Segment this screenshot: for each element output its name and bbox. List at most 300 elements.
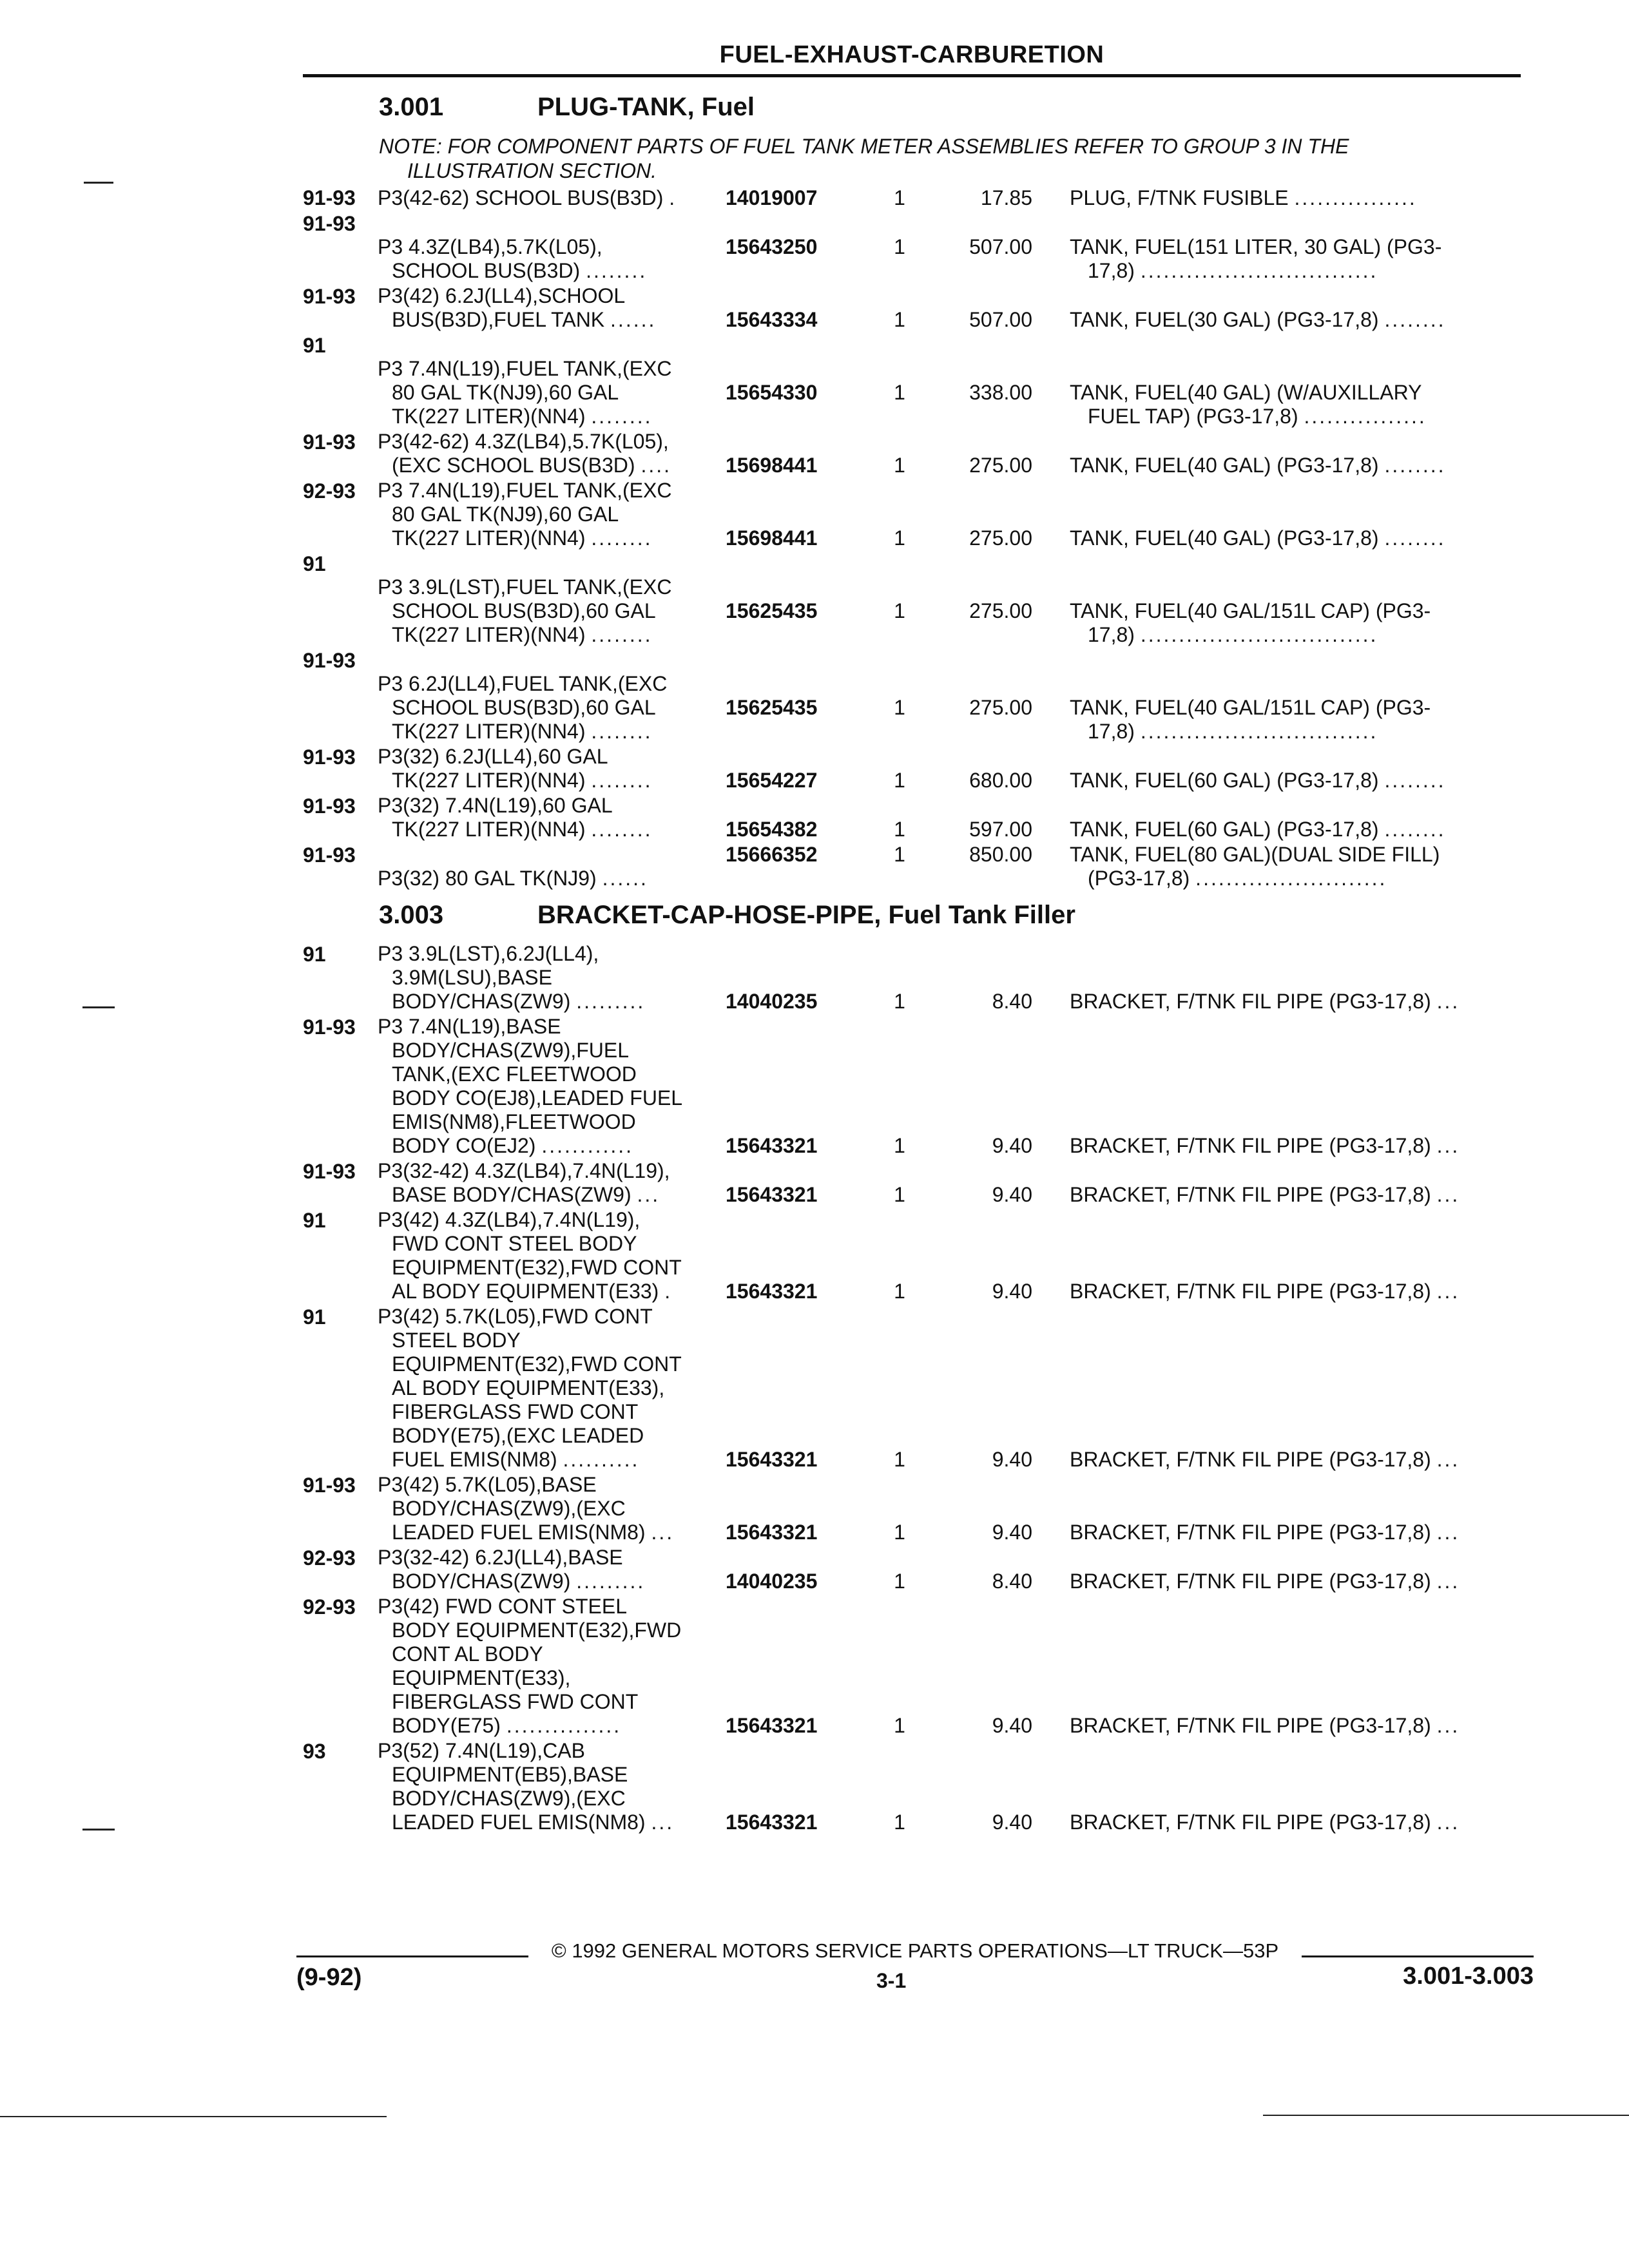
part-row: [303, 479, 1521, 550]
usage-text: TK(227 LITER)(NN4): [392, 526, 586, 550]
part-description: [1070, 1811, 1521, 1834]
usage-line: [378, 1134, 726, 1158]
usage-text: P3 3.9L(LST),FUEL TANK,(EXC: [378, 575, 672, 599]
part-row: [303, 794, 1521, 841]
usage-line: [378, 1595, 726, 1619]
leader-dots: ...: [1436, 1448, 1460, 1471]
usage-text: TANK,(EXC FLEETWOOD: [392, 1062, 637, 1086]
part-number: 15643334: [726, 308, 818, 331]
part-description: [1070, 552, 1521, 647]
description-line: [1070, 186, 1521, 210]
usage-text: BODY(E75): [392, 1714, 501, 1737]
usage-text: P3(32) 80 GAL TK(NJ9): [378, 867, 597, 890]
leader-dots: ........: [591, 818, 653, 841]
description-text: TANK, FUEL(40 GAL/151L CAP) (PG3-: [1070, 696, 1431, 719]
leader-dots: ........: [586, 259, 648, 282]
usage-line: [378, 357, 726, 381]
description-text: TANK, FUEL(80 GAL)(DUAL SIDE FILL): [1070, 843, 1440, 866]
usage-text: P3(52) 7.4N(L19),CAB: [378, 1739, 585, 1762]
model-years: 91-93: [303, 430, 356, 454]
footer-revision-date: (9-92): [296, 1964, 362, 1991]
usage-line: [378, 1690, 726, 1714]
quantity: 1: [894, 1811, 905, 1834]
quantity: 1: [894, 381, 905, 404]
usage-text: P3(32) 6.2J(LL4),60 GAL: [378, 745, 608, 768]
model-years: 91-93: [303, 794, 356, 818]
usage-text: BASE BODY/CHAS(ZW9): [392, 1183, 631, 1206]
usage-line: [378, 1763, 726, 1787]
description-text: BRACKET, F/TNK FIL PIPE (PG3-17,8): [1070, 1570, 1431, 1593]
usage-text: BODY/CHAS(ZW9): [392, 1570, 571, 1593]
usage-description: [378, 672, 726, 744]
usage-description: [378, 1546, 726, 1593]
usage-text: P3(42) 4.3Z(LB4),7.4N(L19),: [378, 1208, 641, 1231]
usage-description: [378, 479, 726, 550]
part-row: [303, 1546, 1521, 1593]
quantity: 1: [894, 1280, 905, 1303]
usage-text: 3.9M(LSU),BASE: [392, 966, 552, 989]
quantity: 1: [894, 1521, 905, 1544]
usage-line: [378, 1305, 726, 1329]
part-number: 15654382: [726, 818, 818, 841]
leader-dots: ...: [637, 1183, 660, 1206]
usage-line: [378, 1787, 726, 1811]
price: 680.00: [969, 769, 1032, 792]
usage-line: [378, 381, 726, 405]
usage-line: [378, 794, 726, 818]
usage-text: P3 6.2J(LL4),FUEL TANK,(EXC: [378, 672, 668, 695]
usage-line: [378, 1015, 726, 1039]
scan-edge-line: [1263, 2115, 1629, 2116]
description-line: [1070, 1280, 1521, 1303]
usage-description: [378, 1208, 726, 1303]
quantity: 1: [894, 1448, 905, 1471]
usage-line: [378, 479, 726, 503]
usage-text: EQUIPMENT(EB5),BASE: [392, 1763, 628, 1786]
part-row: [303, 186, 1521, 210]
usage-line: [378, 1642, 726, 1666]
usage-text: BODY EQUIPMENT(E32),FWD: [392, 1619, 682, 1642]
usage-line: [378, 1424, 726, 1448]
usage-description: [378, 1595, 726, 1738]
part-number: 15643321: [726, 1183, 818, 1206]
margin-mark: [82, 1829, 115, 1831]
model-years: 91-93: [303, 843, 356, 867]
part-description: [1070, 990, 1521, 1014]
model-years: 91-93: [303, 745, 356, 769]
usage-text: BODY/CHAS(ZW9): [392, 990, 571, 1013]
usage-description: [378, 1305, 726, 1472]
usage-line: [378, 1329, 726, 1352]
usage-line: [378, 575, 726, 599]
description-line: [1070, 867, 1521, 890]
section-heading: [303, 93, 1521, 134]
price: 9.40: [992, 1280, 1032, 1303]
leader-dots: .: [664, 1280, 673, 1303]
description-text: 17,8): [1088, 259, 1135, 282]
usage-line: [378, 526, 726, 550]
usage-text: BODY(E75),(EXC LEADED: [392, 1424, 644, 1447]
usage-line: [378, 1546, 726, 1570]
part-number: 15698441: [726, 454, 818, 477]
usage-line: [378, 1256, 726, 1280]
usage-text: FWD CONT STEEL BODY: [392, 1232, 637, 1255]
model-years: 91: [303, 1209, 326, 1232]
usage-text: P3(42-62) SCHOOL BUS(B3D): [378, 186, 664, 209]
usage-line: [378, 1714, 726, 1738]
usage-line: [378, 818, 726, 841]
usage-line: [378, 1232, 726, 1256]
leader-dots: ...: [1436, 1714, 1460, 1737]
usage-description: [378, 235, 726, 283]
part-row: [303, 1739, 1521, 1834]
usage-line: [378, 990, 726, 1014]
usage-description: [378, 1739, 726, 1834]
usage-line: [378, 430, 726, 454]
part-number: 15698441: [726, 526, 818, 550]
quantity: 1: [894, 990, 905, 1013]
part-number: 15643321: [726, 1811, 818, 1834]
description-line: [1070, 696, 1521, 720]
leader-dots: ...: [1436, 1521, 1460, 1544]
quantity: 1: [894, 308, 905, 331]
quantity: 1: [894, 1183, 905, 1206]
part-description: [1070, 818, 1521, 841]
description-line: [1070, 843, 1521, 867]
part-row: [303, 1305, 1521, 1472]
usage-line: [378, 1448, 726, 1472]
leader-dots: ...............................: [1140, 259, 1378, 282]
usage-line: [378, 284, 726, 308]
usage-description: [378, 430, 726, 477]
usage-line: [378, 1208, 726, 1232]
usage-line: [378, 1183, 726, 1207]
usage-text: BODY/CHAS(ZW9),(EXC: [392, 1787, 626, 1810]
usage-text: FIBERGLASS FWD CONT: [392, 1400, 639, 1423]
leader-dots: ...: [1436, 1280, 1460, 1303]
usage-text: 80 GAL TK(NJ9),60 GAL: [392, 503, 619, 526]
leader-dots: ........: [591, 769, 653, 792]
usage-description: [378, 794, 726, 841]
usage-line: [378, 235, 726, 259]
description-text: TANK, FUEL(151 LITER, 30 GAL) (PG3-: [1070, 235, 1442, 258]
price: 338.00: [969, 381, 1032, 404]
model-years: 91-93: [303, 1160, 356, 1183]
part-description: [1070, 308, 1521, 332]
usage-line: [378, 454, 726, 477]
usage-text: P3(42) 6.2J(LL4),SCHOOL: [378, 284, 626, 307]
part-row: [303, 211, 1521, 283]
usage-line: [378, 720, 726, 744]
description-line: [1070, 1183, 1521, 1207]
usage-line: [378, 259, 726, 283]
quantity: 1: [894, 454, 905, 477]
usage-text: LEADED FUEL EMIS(NM8): [392, 1811, 646, 1834]
usage-text: 80 GAL TK(NJ9),60 GAL: [392, 381, 619, 404]
price: 9.40: [992, 1521, 1032, 1544]
description-line: [1070, 1714, 1521, 1738]
footer-page-number: 3-1: [876, 1969, 907, 1992]
part-row: [303, 1159, 1521, 1207]
usage-line: [378, 308, 726, 332]
price: 850.00: [969, 843, 1032, 866]
description-line: [1070, 454, 1521, 477]
leader-dots: .........: [576, 1570, 646, 1593]
description-text: FUEL TAP) (PG3-17,8): [1088, 405, 1298, 428]
usage-text: TK(227 LITER)(NN4): [392, 720, 586, 743]
price: 9.40: [992, 1448, 1032, 1471]
usage-line: [378, 1159, 726, 1183]
leader-dots: ................: [1294, 186, 1417, 209]
usage-line: [378, 405, 726, 428]
usage-description: [378, 1015, 726, 1158]
model-years: 91: [303, 334, 326, 357]
section-gap: [303, 892, 1521, 901]
usage-line: [378, 769, 726, 793]
leader-dots: .........: [576, 990, 646, 1013]
usage-text: BODY/CHAS(ZW9),FUEL: [392, 1039, 630, 1062]
usage-description: [378, 745, 726, 793]
usage-text: BODY/CHAS(ZW9),(EXC: [392, 1497, 626, 1520]
usage-text: SCHOOL BUS(B3D): [392, 259, 581, 282]
quantity: 1: [894, 696, 905, 719]
part-number: 15643321: [726, 1714, 818, 1737]
model-years: 91: [303, 943, 326, 966]
usage-line: [378, 696, 726, 720]
leader-dots: ........: [1384, 769, 1446, 792]
leader-dots: ........: [591, 405, 653, 428]
usage-description: [378, 867, 726, 890]
part-row: [303, 648, 1521, 744]
usage-description: [378, 186, 726, 210]
usage-text: P3 7.4N(L19),FUEL TANK,(EXC: [378, 479, 672, 502]
part-description: [1070, 1280, 1521, 1303]
description-text: TANK, FUEL(40 GAL) (PG3-17,8): [1070, 526, 1379, 550]
usage-line: [378, 1521, 726, 1544]
section-number: 3.001: [379, 93, 444, 121]
footer-rule-left: [296, 1956, 528, 1957]
leader-dots: ...............................: [1140, 720, 1378, 743]
part-number: 14019007: [726, 186, 818, 209]
description-text: BRACKET, F/TNK FIL PIPE (PG3-17,8): [1070, 1811, 1431, 1834]
part-row: [303, 552, 1521, 647]
leader-dots: ...: [1436, 1811, 1460, 1834]
usage-line: [378, 1570, 726, 1593]
description-line: [1070, 235, 1521, 259]
leader-dots: ...: [1436, 1570, 1460, 1593]
part-description: [1070, 526, 1521, 550]
part-number: 15643321: [726, 1280, 818, 1303]
description-line: [1070, 405, 1521, 428]
leader-dots: ...: [651, 1521, 675, 1544]
usage-text: P3 4.3Z(LB4),5.7K(L05),: [378, 235, 602, 258]
usage-line: [378, 966, 726, 990]
leader-dots: ...............: [506, 1714, 622, 1737]
description-line: [1070, 1134, 1521, 1158]
part-row: [303, 942, 1521, 1014]
usage-line: [378, 1473, 726, 1497]
part-row: [303, 745, 1521, 793]
part-description: [1070, 1183, 1521, 1207]
leader-dots: .........................: [1195, 867, 1387, 890]
price: 9.40: [992, 1714, 1032, 1737]
footer-rule-right: [1302, 1956, 1534, 1957]
price: 9.40: [992, 1134, 1032, 1157]
description-line: [1070, 1570, 1521, 1593]
leader-dots: ...: [1436, 990, 1460, 1013]
usage-text: SCHOOL BUS(B3D),60 GAL: [392, 696, 656, 719]
usage-text: P3 7.4N(L19),FUEL TANK,(EXC: [378, 357, 672, 380]
usage-text: CONT AL BODY: [392, 1642, 543, 1666]
part-number: 15654330: [726, 381, 818, 404]
part-description: [1070, 1448, 1521, 1472]
description-text: BRACKET, F/TNK FIL PIPE (PG3-17,8): [1070, 1714, 1431, 1737]
leader-dots: ........: [591, 623, 653, 646]
part-description: [1070, 454, 1521, 477]
usage-line: [378, 942, 726, 966]
description-line: [1070, 623, 1521, 647]
leader-dots: ...: [651, 1811, 675, 1834]
price: 275.00: [969, 454, 1032, 477]
model-years: 92-93: [303, 479, 356, 503]
usage-text: P3(42) FWD CONT STEEL: [378, 1595, 628, 1618]
description-line: [1070, 769, 1521, 793]
description-text: 17,8): [1088, 720, 1135, 743]
usage-text: TK(227 LITER)(NN4): [392, 769, 586, 792]
model-years: 93: [303, 1740, 326, 1763]
leader-dots: ......: [610, 308, 657, 331]
usage-line: [378, 1497, 726, 1521]
part-number: 15643321: [726, 1134, 818, 1157]
price: 275.00: [969, 696, 1032, 719]
quantity: 1: [894, 599, 905, 622]
part-number: 15666352: [726, 843, 818, 866]
usage-text: AL BODY EQUIPMENT(E33): [392, 1280, 659, 1303]
part-description: [1070, 186, 1521, 210]
usage-text: EMIS(NM8),FLEETWOOD: [392, 1110, 636, 1133]
price: 17.85: [980, 186, 1032, 209]
description-line: [1070, 381, 1521, 405]
part-row: [303, 430, 1521, 477]
description-text: TANK, FUEL(60 GAL) (PG3-17,8): [1070, 769, 1379, 792]
leader-dots: ................: [1304, 405, 1427, 428]
leader-dots: ........: [1384, 818, 1446, 841]
description-text: BRACKET, F/TNK FIL PIPE (PG3-17,8): [1070, 1134, 1431, 1157]
section-heading: [303, 901, 1521, 942]
section-note: [303, 134, 1521, 183]
part-row: [303, 333, 1521, 428]
quantity: 1: [894, 818, 905, 841]
usage-line: [378, 867, 726, 890]
leader-dots: ...............................: [1140, 623, 1378, 646]
description-line: [1070, 599, 1521, 623]
usage-text: P3(42-62) 4.3Z(LB4),5.7K(L05),: [378, 430, 669, 453]
description-text: BRACKET, F/TNK FIL PIPE (PG3-17,8): [1070, 1448, 1431, 1471]
usage-text: P3 7.4N(L19),BASE: [378, 1015, 561, 1038]
usage-line: [378, 186, 726, 210]
leader-dots: ........: [1384, 526, 1446, 550]
part-number: 15654227: [726, 769, 818, 792]
part-description: [1070, 1714, 1521, 1738]
description-text: (PG3-17,8): [1088, 867, 1190, 890]
description-text: TANK, FUEL(60 GAL) (PG3-17,8): [1070, 818, 1379, 841]
description-line: [1070, 1811, 1521, 1834]
part-number: 15643321: [726, 1448, 818, 1471]
usage-line: [378, 1376, 726, 1400]
usage-description: [378, 942, 726, 1014]
model-years: 91-93: [303, 186, 356, 209]
leader-dots: ........: [591, 720, 653, 743]
part-number: 14040235: [726, 1570, 818, 1593]
margin-mark: [84, 182, 113, 184]
price: 9.40: [992, 1811, 1032, 1834]
model-years: 91-93: [303, 212, 356, 235]
quantity: 1: [894, 526, 905, 550]
usage-line: [378, 599, 726, 623]
part-row: [303, 1473, 1521, 1544]
model-years: 91-93: [303, 1015, 356, 1039]
part-description: [1070, 769, 1521, 793]
usage-text: TK(227 LITER)(NN4): [392, 818, 586, 841]
description-line: [1070, 259, 1521, 283]
model-years: 91-93: [303, 285, 356, 308]
part-row: [303, 1208, 1521, 1303]
leader-dots: .: [669, 186, 677, 209]
description-line: [1070, 990, 1521, 1014]
running-header: FUEL-EXHAUST-CARBURETION: [303, 41, 1521, 77]
usage-line: [378, 1739, 726, 1763]
quantity: 1: [894, 769, 905, 792]
part-row: [303, 284, 1521, 332]
usage-text: BODY CO(EJ8),LEADED FUEL: [392, 1086, 683, 1110]
usage-text: LEADED FUEL EMIS(NM8): [392, 1521, 646, 1544]
price: 8.40: [992, 990, 1032, 1013]
usage-line: [378, 1666, 726, 1690]
usage-description: [378, 575, 726, 647]
model-years: 92-93: [303, 1595, 356, 1619]
part-number: 15625435: [726, 599, 818, 622]
usage-text: P3(32-42) 4.3Z(LB4),7.4N(L19),: [378, 1159, 670, 1182]
part-row: [303, 843, 1521, 890]
usage-text: P3(42) 5.7K(L05),FWD CONT: [378, 1305, 653, 1328]
usage-line: [378, 1811, 726, 1834]
part-description: [1070, 843, 1521, 890]
model-years: 91: [303, 1305, 326, 1329]
part-description: [1070, 648, 1521, 744]
usage-line: [378, 1110, 726, 1134]
description-line: [1070, 308, 1521, 332]
part-description: [1070, 333, 1521, 428]
part-row: [303, 1015, 1521, 1158]
quantity: 1: [894, 235, 905, 258]
description-line: [1070, 1521, 1521, 1544]
leader-dots: ........: [1384, 308, 1446, 331]
description-text: BRACKET, F/TNK FIL PIPE (PG3-17,8): [1070, 990, 1431, 1013]
usage-line: [378, 503, 726, 526]
price: 507.00: [969, 235, 1032, 258]
quantity: 1: [894, 1570, 905, 1593]
price: 597.00: [969, 818, 1032, 841]
usage-line: [378, 1062, 726, 1086]
description-text: TANK, FUEL(30 GAL) (PG3-17,8): [1070, 308, 1379, 331]
leader-dots: ....: [641, 454, 671, 477]
leader-dots: ..........: [563, 1448, 640, 1471]
usage-text: P3(32-42) 6.2J(LL4),BASE: [378, 1546, 623, 1569]
parts-listing: [303, 93, 1521, 1836]
footer-section-range: 3.001-3.003: [1403, 1963, 1534, 1990]
usage-description: [378, 1473, 726, 1544]
note-line: NOTE: FOR COMPONENT PARTS OF FUEL TANK METER ASSEMBLIES REFER TO GROUP 3 IN THE: [379, 135, 1349, 158]
